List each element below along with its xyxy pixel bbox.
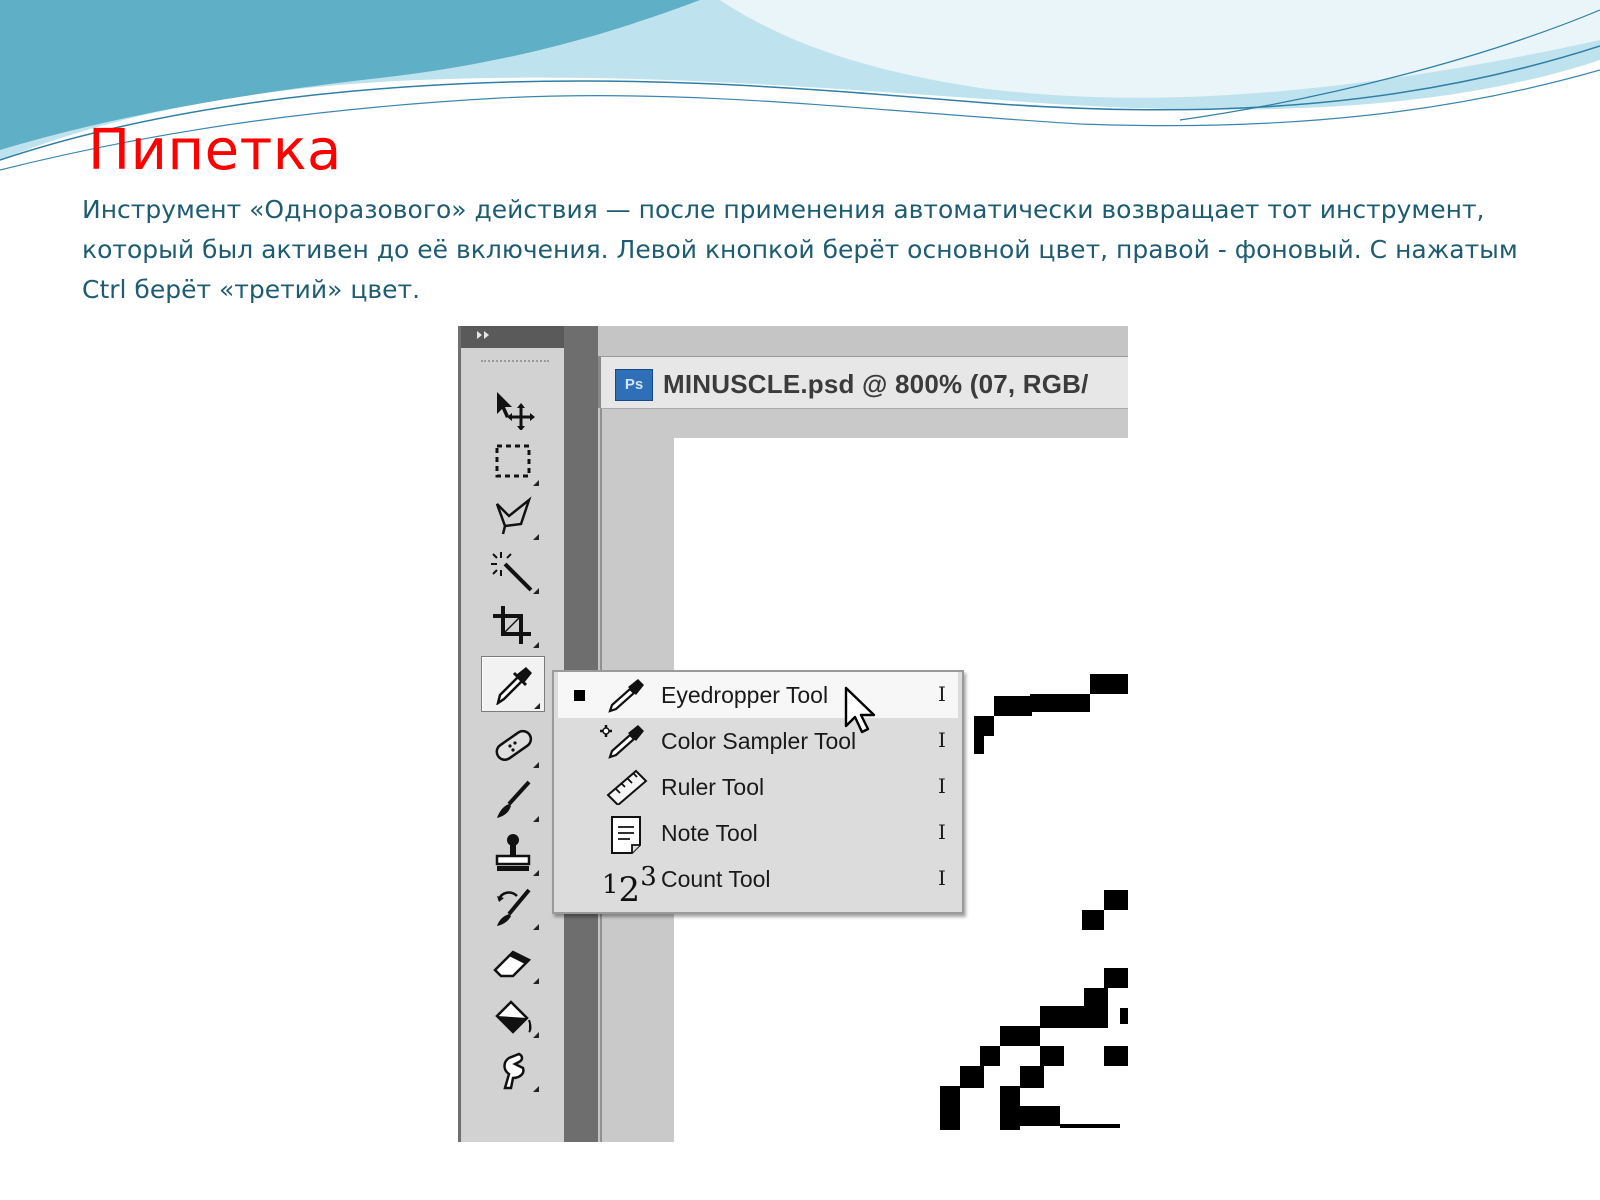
healing-brush-icon <box>491 724 535 766</box>
ruler-icon <box>606 769 650 805</box>
paint-bucket-icon <box>491 994 535 1036</box>
menu-item-label: Eyedropper Tool <box>661 682 829 708</box>
magic-wand-icon <box>491 550 535 592</box>
menu-item-shortcut: I <box>938 866 946 890</box>
lasso-icon <box>491 496 535 538</box>
tools-panel-header[interactable] <box>461 326 564 348</box>
menu-item-label: Count Tool <box>661 866 771 892</box>
tool-subset-indicator <box>533 924 539 930</box>
tool-subset-indicator <box>534 703 540 709</box>
tool-healing-brush[interactable] <box>481 718 543 770</box>
slide-body-text: Инструмент «Одноразового» действия — после применения автоматически возвращает тот инструмент, который был активен до её включения. Левой кнопкой берёт основной цвет, правой - фоновый. С нажатым Ctrl берёт «третий» цвет. <box>82 195 1518 304</box>
menu-item-ruler-tool[interactable] <box>558 764 958 810</box>
tool-subset-indicator <box>533 534 539 540</box>
tool-subset-indicator <box>533 978 539 984</box>
tool-move[interactable] <box>481 382 543 434</box>
slide-title: Пипетка <box>88 118 342 183</box>
tools-panel <box>458 326 564 1142</box>
tool-subset-indicator <box>533 762 539 768</box>
double-chevron-icon <box>475 329 495 341</box>
mouse-pointer-icon <box>844 686 878 736</box>
menu-item-note-tool[interactable] <box>558 810 958 856</box>
tool-crop[interactable] <box>481 598 543 650</box>
menu-item-eyedropper-tool[interactable] <box>558 672 958 718</box>
eyedropper-tool-flyout-menu <box>552 670 964 914</box>
menu-item-count-tool[interactable] <box>558 856 958 910</box>
tool-eraser[interactable] <box>481 934 543 986</box>
menu-item-label: Note Tool <box>661 820 758 846</box>
move-tool-icon <box>491 388 535 430</box>
tool-clone-stamp[interactable] <box>481 826 543 878</box>
menu-item-shortcut: I <box>938 774 946 798</box>
selected-bullet-icon <box>574 690 585 701</box>
tool-marquee[interactable] <box>481 436 543 488</box>
tool-subset-indicator <box>533 480 539 486</box>
menu-item-label: Color Sampler Tool <box>661 728 857 754</box>
tool-history-brush[interactable] <box>481 880 543 932</box>
tools-panel-grip[interactable] <box>481 360 549 365</box>
tool-subset-indicator <box>533 642 539 648</box>
tool-brush[interactable] <box>481 772 543 824</box>
smudge-icon <box>491 1048 535 1090</box>
history-brush-icon <box>491 886 535 928</box>
tool-subset-indicator <box>533 1086 539 1092</box>
menu-item-shortcut: I <box>938 728 946 752</box>
brush-icon <box>491 778 535 820</box>
tool-subset-indicator <box>533 870 539 876</box>
tool-subset-indicator <box>533 1032 539 1038</box>
rectangular-marquee-icon <box>491 442 535 484</box>
photoshop-badge-icon: Ps <box>615 369 653 401</box>
color-sampler-icon <box>598 723 650 759</box>
menu-item-label: Ruler Tool <box>661 774 765 800</box>
eyedropper-icon <box>606 677 650 713</box>
tool-subset-indicator <box>533 588 539 594</box>
tool-lasso[interactable] <box>481 490 543 542</box>
crop-icon <box>491 604 535 646</box>
tool-paint-bucket[interactable] <box>481 988 543 1040</box>
eyedropper-icon <box>492 663 536 705</box>
document-tab-title: MINUSCLE.psd @ 800% (07, RGB/ <box>663 369 1089 399</box>
tool-smudge[interactable] <box>481 1042 543 1094</box>
clone-stamp-icon <box>491 832 535 874</box>
tool-eyedropper[interactable] <box>481 656 545 712</box>
menu-item-shortcut: I <box>938 820 946 844</box>
tool-magic-wand[interactable] <box>481 544 543 596</box>
photoshop-screenshot <box>458 326 1128 1142</box>
count-icon: 123 <box>602 862 657 910</box>
document-tab[interactable] <box>598 356 1128 408</box>
tools-list <box>461 372 564 1142</box>
note-icon <box>606 815 650 855</box>
menu-item-shortcut: I <box>938 682 946 706</box>
eraser-icon <box>491 940 535 982</box>
menu-item-color-sampler-tool[interactable] <box>558 718 958 764</box>
tool-subset-indicator <box>533 816 539 822</box>
